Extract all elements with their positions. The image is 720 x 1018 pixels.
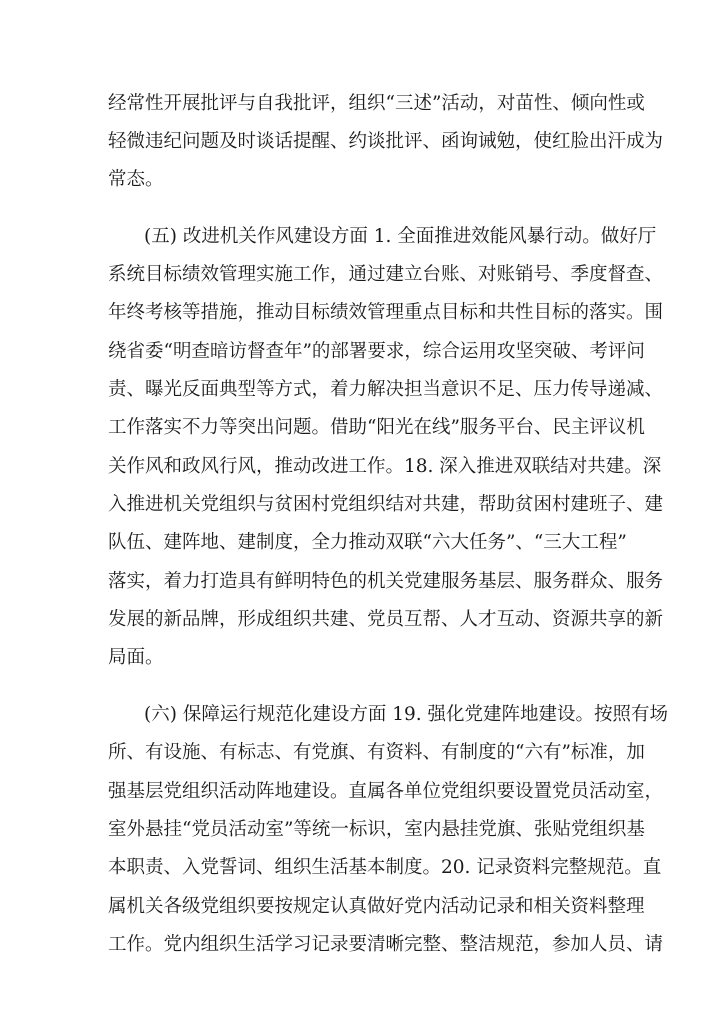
text-line: 入推进机关党组织与贫困村党组织结对共建，帮助贫困村建班子、建 — [108, 494, 664, 515]
text-line: 责、曝光反面典型等方式，着力解决担当意识不足、压力传导递减、 — [108, 379, 664, 400]
text-line: 经常性开展批评与自我批评，组织“三述”活动，对苗性、倾向性或 — [108, 93, 645, 114]
text-line: 工作。党内组织生活学习记录要清晰完整、整洁规范，参加人员、请 — [108, 934, 664, 955]
text-line: 强基层党组织活动阵地建设。直属各单位党组织要设置党员活动室， — [108, 781, 664, 802]
text-line: 关作风和政风行风，推动改进工作。18. 深入推进双联结对共建。深 — [108, 456, 662, 477]
text-line: 队伍、建阵地、建制度，全力推动双联“六大任务”、“三大工程” — [108, 532, 627, 553]
text-line: 本职责、入党誓词、组织生活基本制度。20. 记录资料完整规范。直 — [108, 857, 662, 878]
section-heading-line: (五) 改进机关作风建设方面 1. 全面推进效能风暴行动。做好厅 — [144, 226, 657, 247]
text-line: 室外悬挂“党员活动室”等统一标识，室内悬挂党旗、张贴党组织基 — [108, 819, 645, 840]
text-line: 绕省委“明查暗访督查年”的部署要求，综合运用攻坚突破、考评问 — [108, 341, 645, 362]
text-line: 落实，着力打造具有鲜明特色的机关党建服务基层、服务群众、服务 — [108, 571, 664, 592]
text-line: 发展的新品牌，形成组织共建、党员互帮、人才互动、资源共享的新 — [108, 609, 664, 630]
text-line: 年终考核等措施，推动目标绩效管理重点目标和共性目标的落实。围 — [108, 302, 664, 323]
text-line: 工作落实不力等突出问题。借助“阳光在线”服务平台、民主评议机 — [108, 417, 645, 438]
text-line: 局面。 — [108, 647, 164, 668]
text-line: 常态。 — [108, 169, 164, 190]
section-heading-line: (六) 保障运行规范化建设方面 19. 强化党建阵地建设。按照有场 — [144, 704, 669, 725]
text-line: 轻微违纪问题及时谈话提醒、约谈批评、函询诫勉，使红脸出汗成为 — [108, 131, 664, 152]
text-line: 系统目标绩效管理实施工作，通过建立台账、对账销号、季度督查、 — [108, 264, 664, 285]
text-line: 所、有设施、有标志、有党旗、有资料、有制度的“六有”标准，加 — [108, 742, 645, 763]
text-line: 属机关各级党组织要按规定认真做好党内活动记录和相关资料整理 — [108, 896, 645, 917]
